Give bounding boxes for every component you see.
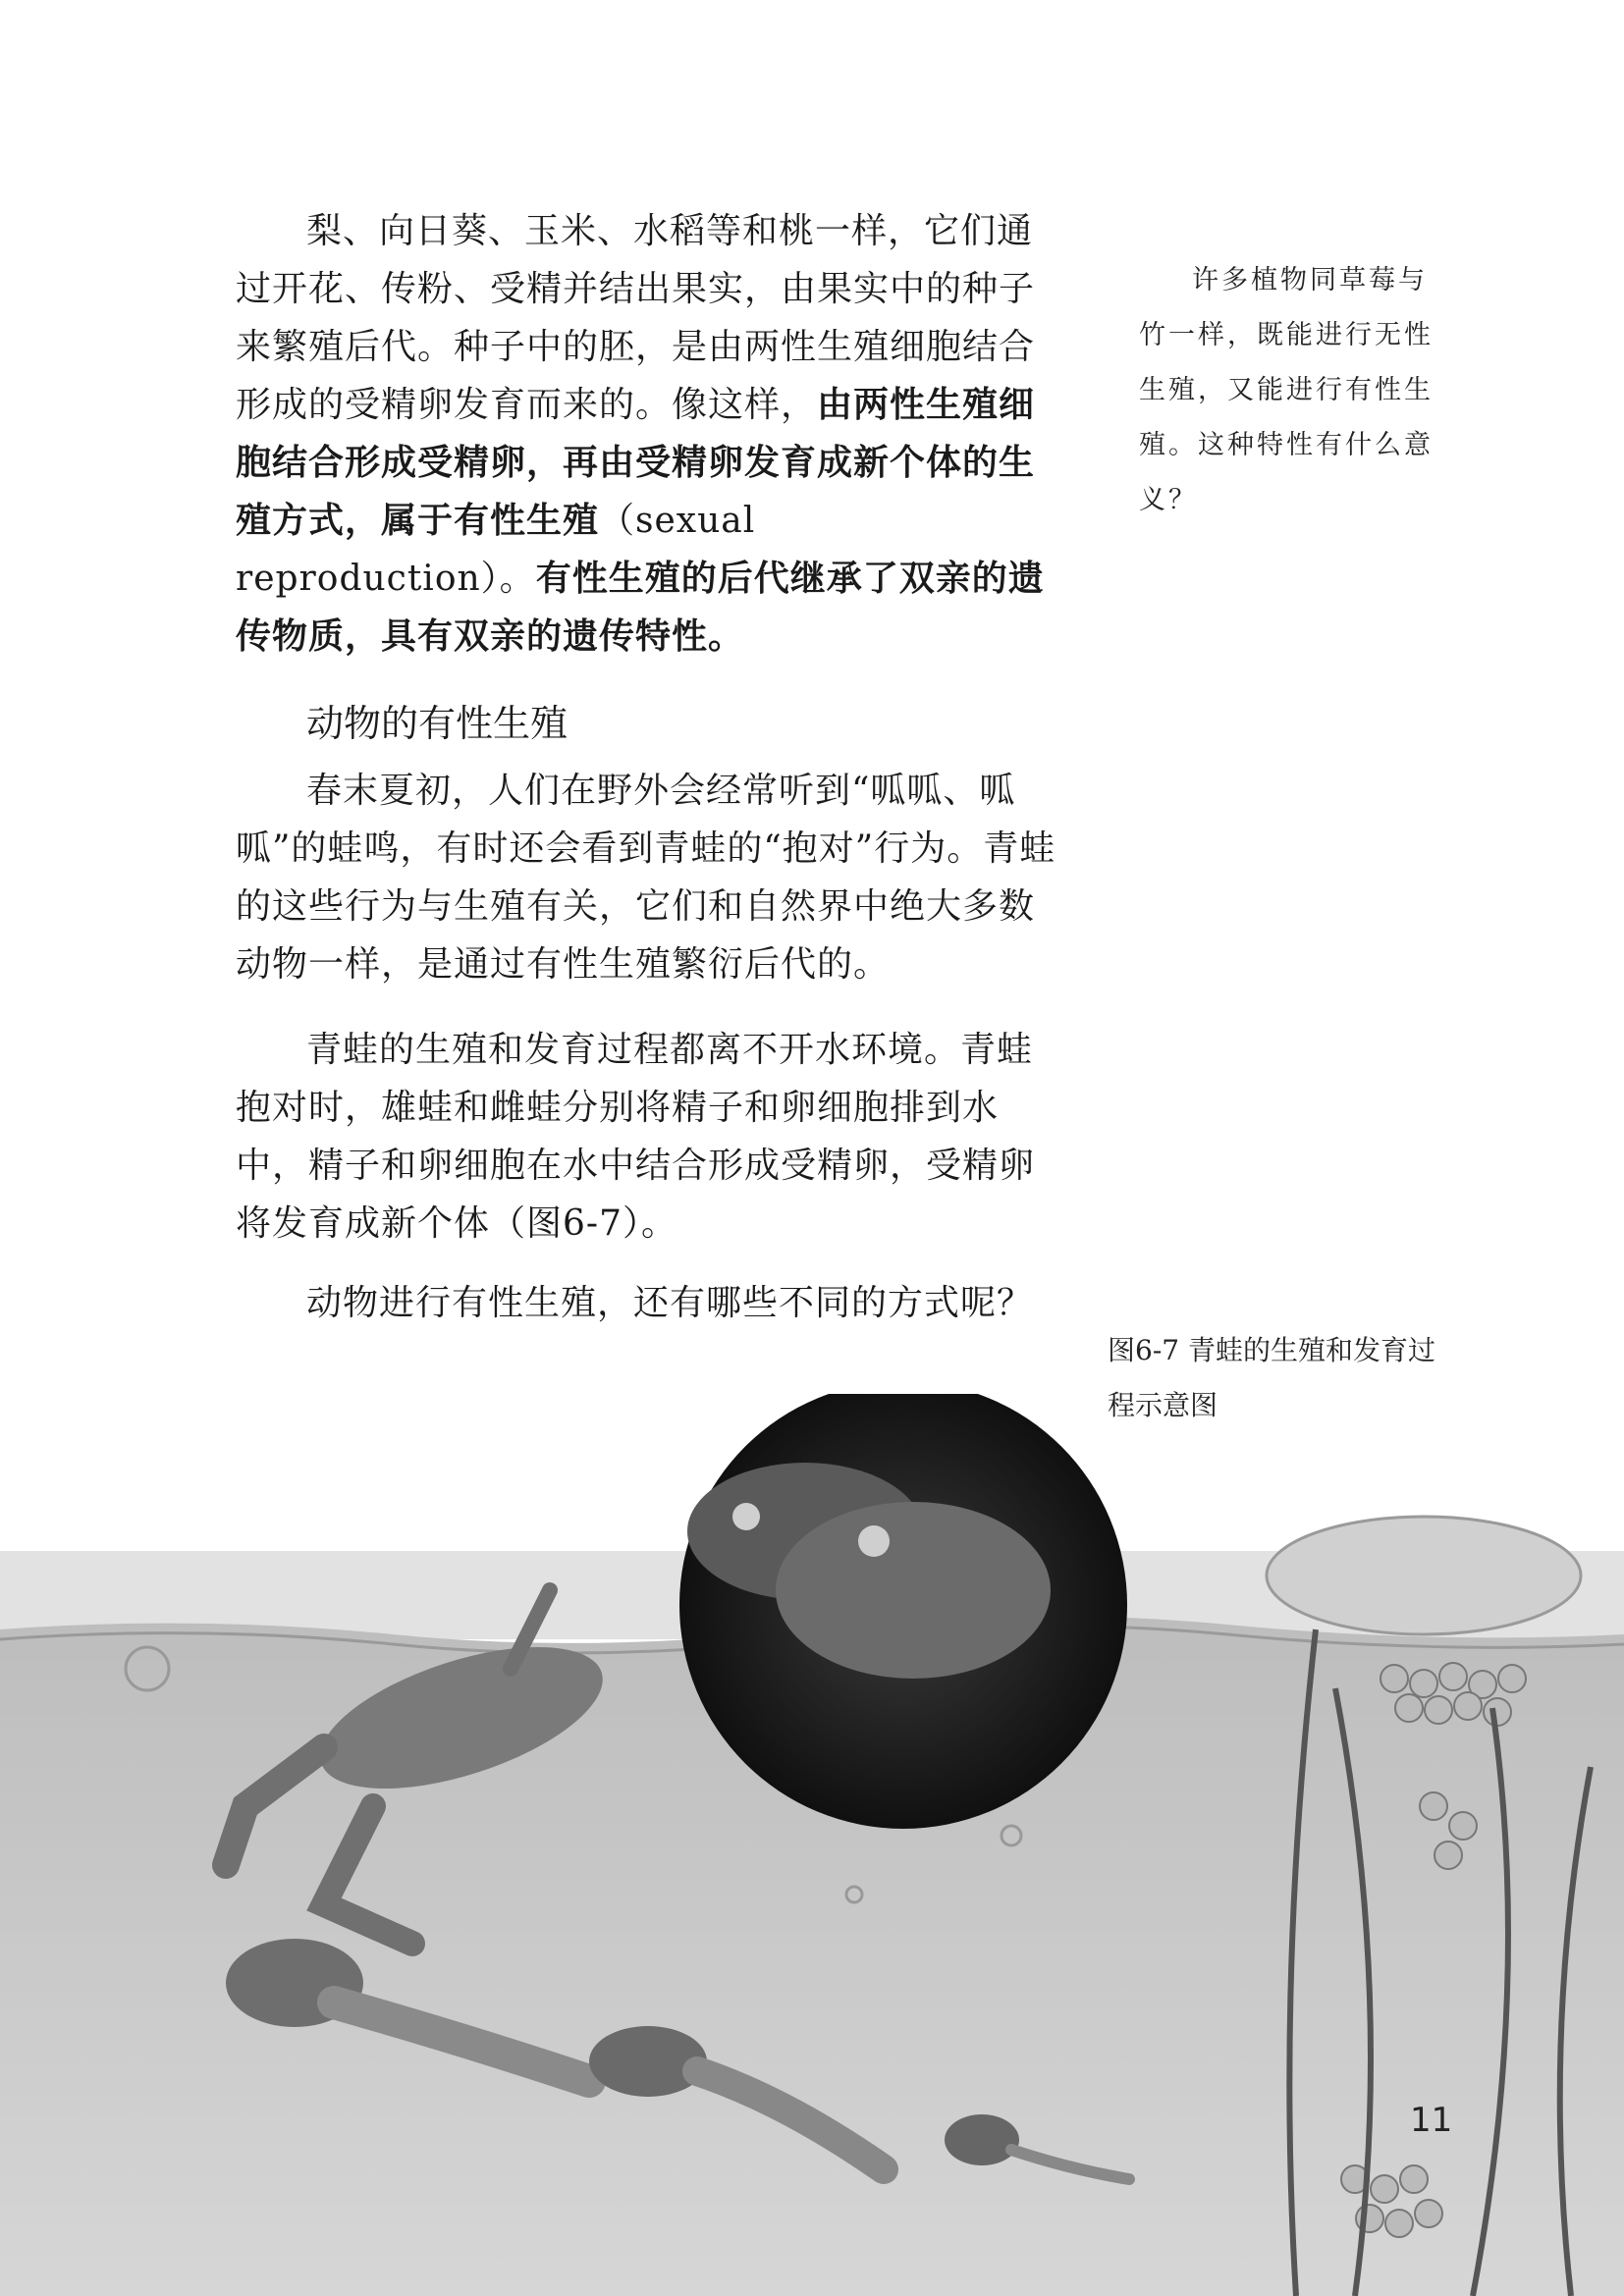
lily-pad <box>1267 1517 1581 1634</box>
figure-caption: 图6-7 青蛙的生殖和发育过程示意图 <box>1108 1334 1435 1421</box>
frog-lifecycle-illustration <box>0 1394 1624 2296</box>
side-note-question: 许多植物同草莓与竹一样，既能进行无性生殖，又能进行有性生殖。这种特性有什么意义？ <box>1139 265 1434 515</box>
term-english: （sexual reproduction）。 <box>236 501 756 599</box>
section-heading: 动物的有性生殖 <box>306 702 568 745</box>
frog-eye <box>732 1503 760 1530</box>
tadpole-small <box>945 2114 1019 2165</box>
definition-text: 由两性生殖细胞结合形成受精卵，再由受精卵发育成新个体的生殖方式，属于有性生殖 <box>236 385 1036 541</box>
key-point-text: 有性生殖的后代继承了双亲的遗传物质，具有双亲的遗传特性。 <box>236 559 1045 657</box>
page-number: 11 <box>1410 2101 1453 2140</box>
paragraph-plant-reproduction <box>236 202 1060 666</box>
paragraph-question: 动物进行有性生殖，还有哪些不同的方式呢？ <box>306 1283 1034 1323</box>
paragraph-frog-reproduction: 青蛙的生殖和发育过程都离不开水环境。青蛙抱对时，雄蛙和雌蛙分别将精子和卵细胞排到水中，精子和卵细胞在水中结合形成受精卵，受精卵将发育成新个体（图6-7）。 <box>236 1030 1036 1244</box>
frog-female <box>776 1502 1051 1679</box>
frog-eye <box>858 1525 890 1557</box>
paragraph-text: 梨、向日葵、玉米、水稻等和桃一样，它们通过开花、传粉、受精并结出果实，由果实中的种子来繁殖后代。种子中的胚，是由两性生殖细胞结合形成的受精卵发育而来的。像这样， <box>236 211 1036 425</box>
paragraph-frog-calls: 春末夏初，人们在野外会经常听到“呱呱、呱呱”的蛙鸣，有时还会看到青蛙的“抱对”行为。青蛙的这些行为与生殖有关，它们和自然界中绝大多数动物一样，是通过有性生殖繁衍后代的。 <box>236 771 1056 985</box>
